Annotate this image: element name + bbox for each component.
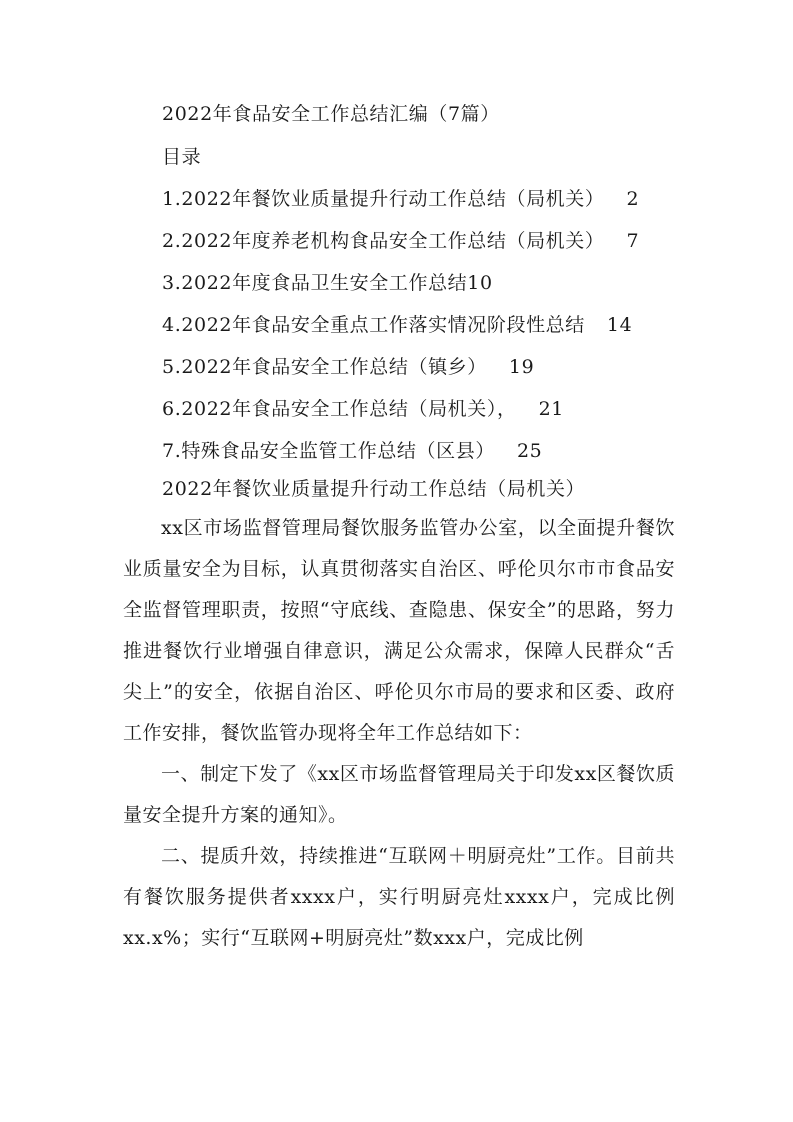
toc-item-label: 5.2022年食品安全工作总结（镇乡）: [162, 356, 487, 378]
paragraph: xx区市场监督管理局餐饮服务监管办公室，以全面提升餐饮业质量安全为目标，认真贯彻落实自治区、呼伦贝尔市市食品安全监督管理职责，按照“守底线、查隐患、保安全”的思路，努力推进餐饮行业增强自律意识，满足公众需求，保障人民群众“舌尖上”的安全，依据自治区、呼伦贝尔市局的要求和区委、政府工作安排，餐饮监管办现将全年工作总结如下：: [123, 517, 675, 744]
toc-item-page: 14: [606, 314, 633, 336]
toc-item[interactable]: [162, 268, 493, 295]
toc-item[interactable]: [162, 184, 639, 211]
toc-item[interactable]: [162, 436, 542, 463]
toc-item-page: 25: [516, 440, 543, 462]
toc-item[interactable]: [162, 394, 564, 421]
body-text: [123, 508, 675, 959]
paragraph: 一、制定下发了《xx区市场监督管理局关于印发xx区餐饮质量安全提升方案的通知》。: [123, 763, 675, 826]
toc-item-label: 7.特殊食品安全监管工作总结（区县）: [162, 440, 495, 462]
toc-item-page: 21: [538, 398, 564, 420]
toc-heading: 目录: [162, 146, 202, 168]
toc-item-label: 2.2022年度养老机构食品安全工作总结（局机关）: [162, 230, 605, 252]
toc-item-page: 19: [508, 356, 535, 378]
toc-item-page: 2: [626, 188, 640, 210]
toc-item-label: 6.2022年食品安全工作总结（局机关），: [162, 398, 517, 420]
toc-item-label: 1.2022年餐饮业质量提升行动工作总结（局机关）: [162, 188, 605, 210]
toc-item-label: 3.2022年度食品卫生安全工作总结10: [162, 272, 493, 294]
toc-item[interactable]: [162, 352, 534, 379]
document-title: 2022年食品安全工作总结汇编（7篇）: [162, 103, 500, 125]
toc-item-label: 4.2022年食品安全重点工作落实情况阶段性总结: [162, 314, 585, 336]
toc-item[interactable]: [162, 310, 632, 337]
toc-item-page: 7: [626, 230, 640, 252]
paragraph: 二、提质升效，持续推进“互联网＋明厨亮灶”工作。目前共有餐饮服务提供者xxxx户，实行明厨亮灶xxxx户，完成比例xx.x%；实行“互联网+明厨亮灶”数xxx户，完成比例: [123, 845, 675, 949]
toc-item[interactable]: [162, 226, 639, 253]
section-title: 2022年餐饮业质量提升行动工作总结（局机关）: [162, 478, 586, 500]
